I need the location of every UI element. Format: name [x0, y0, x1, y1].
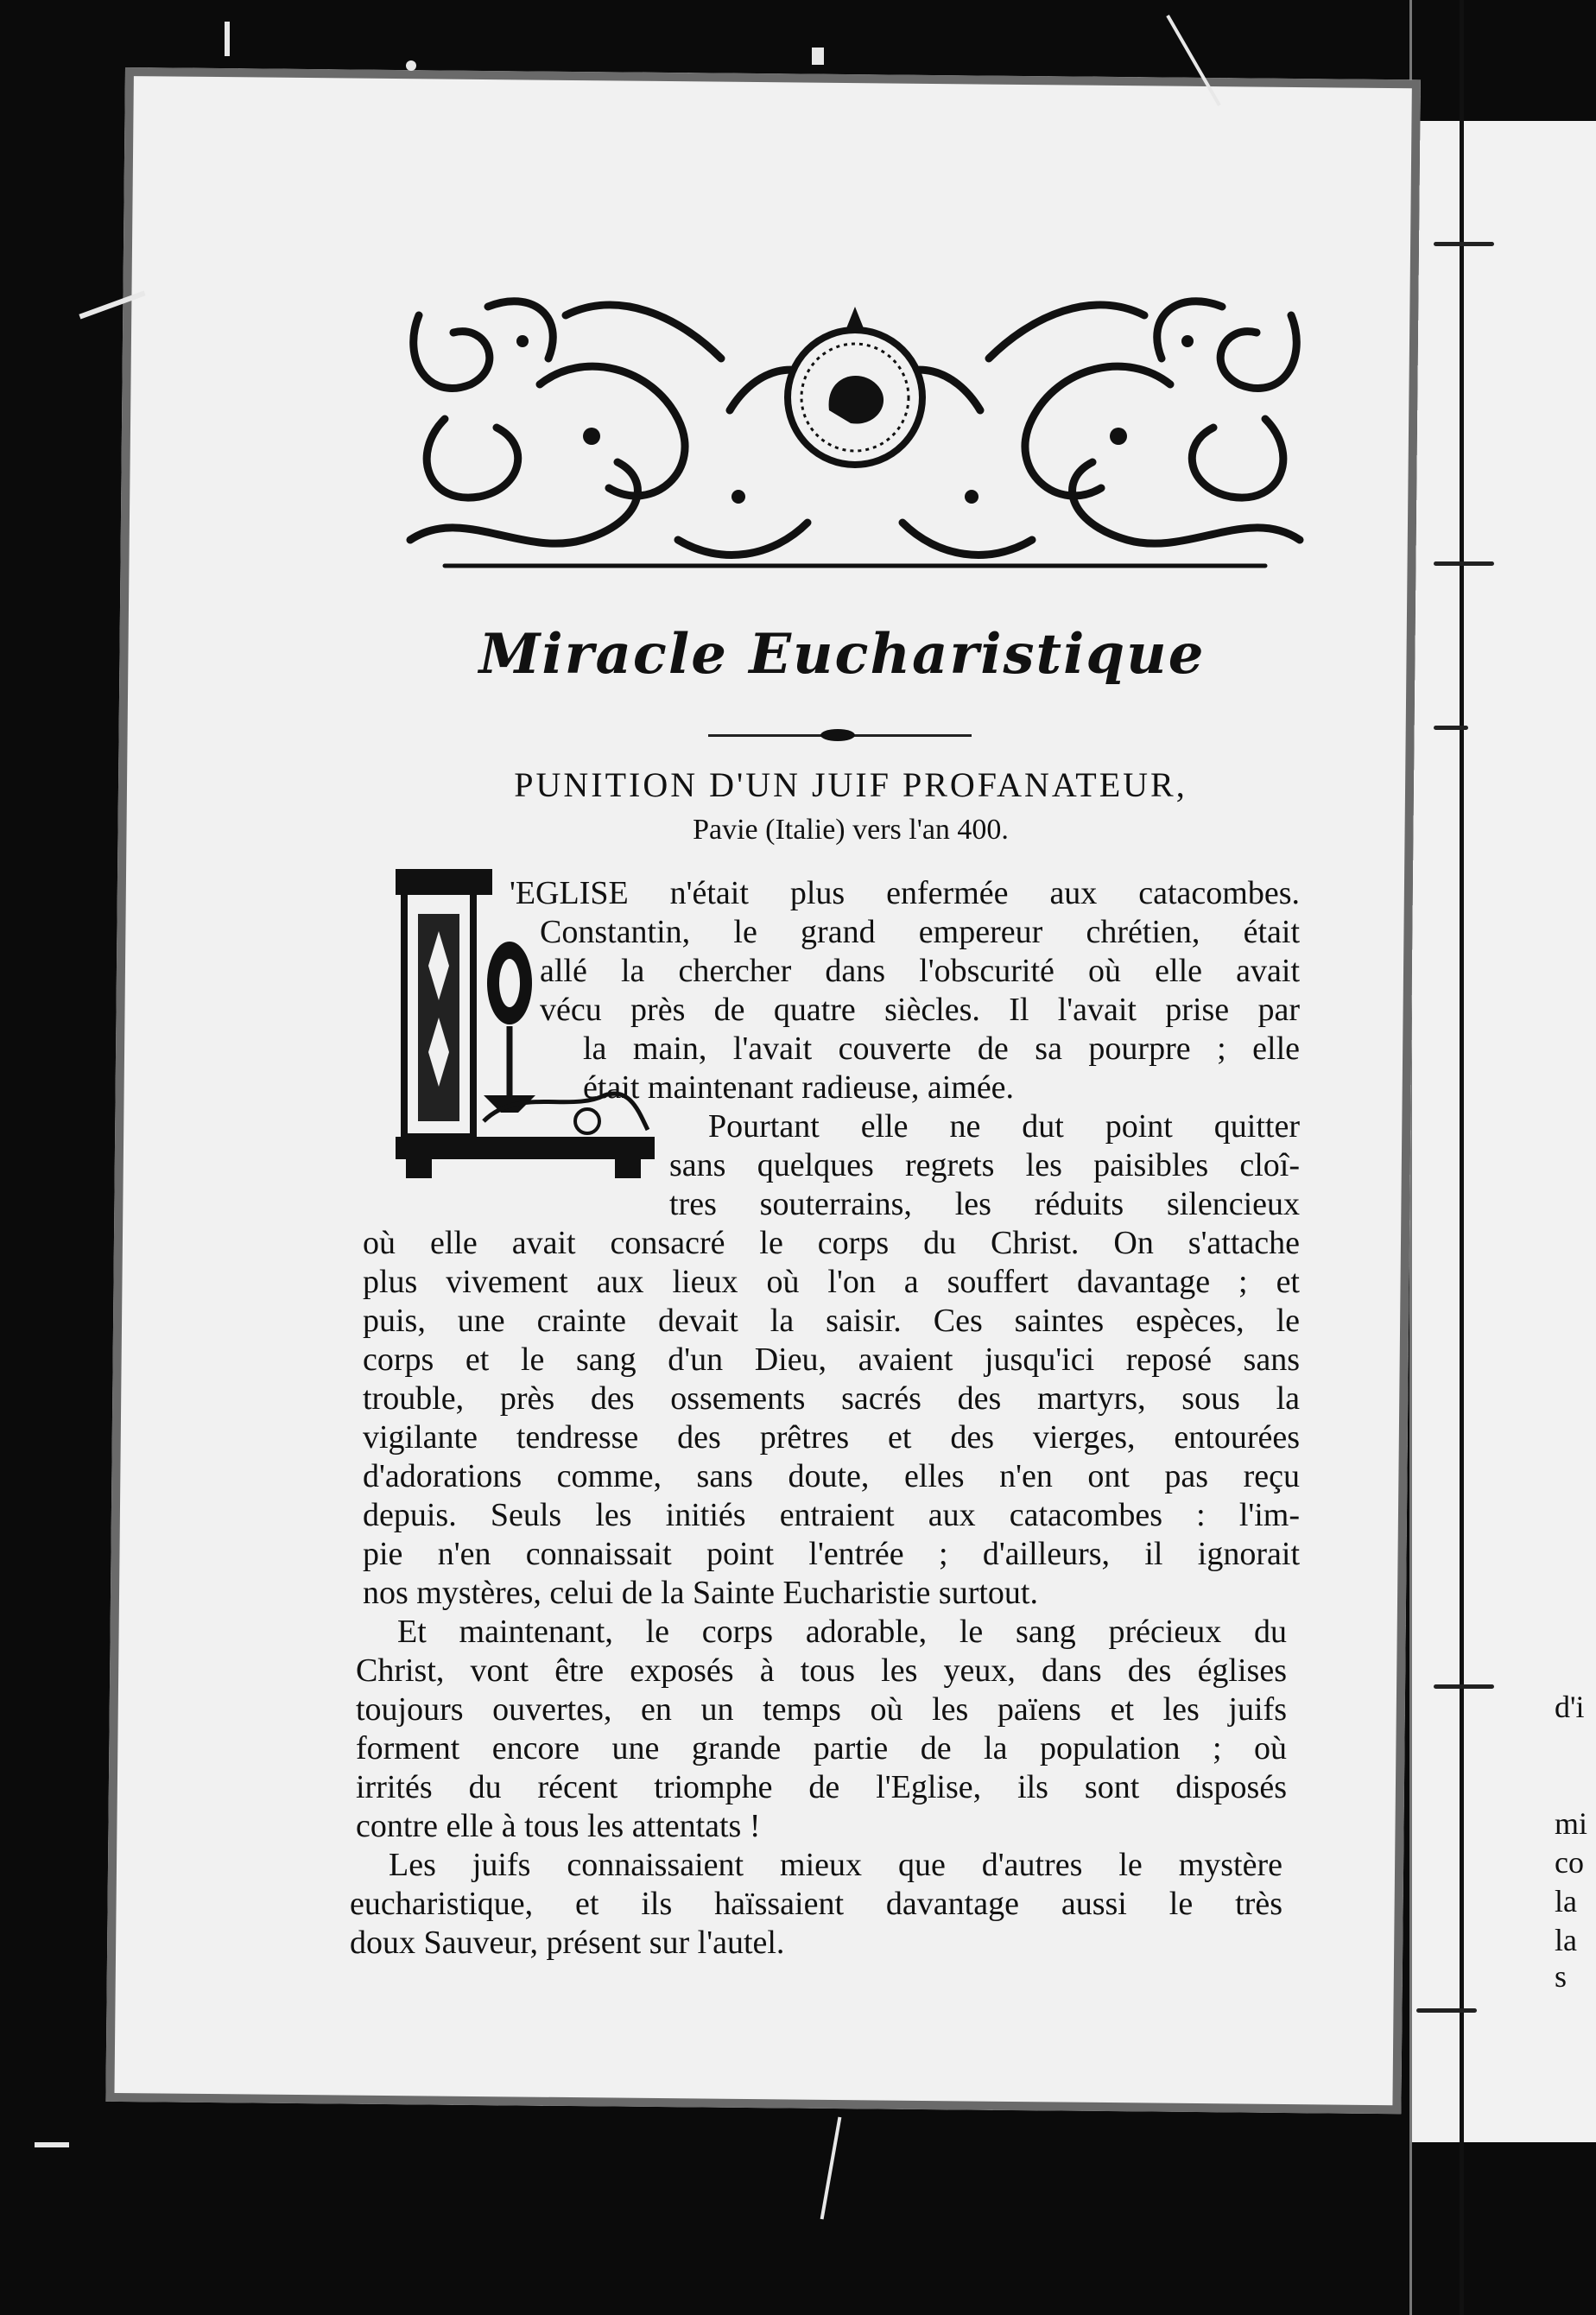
text-line: tres souterrains, les réduits silencieux [669, 1186, 1300, 1222]
title-divider [708, 734, 972, 737]
paragraph-4-first-line [389, 1846, 1282, 1885]
text-line: Pourtant elle ne dut point quitter [708, 1108, 1300, 1145]
paragraph-1-lines-a [510, 874, 1300, 913]
facing-page-fragment: la [1555, 1884, 1577, 1919]
text-line: doux Sauveur, présent sur l'autel. [350, 1925, 785, 1961]
text-line: eucharistique, et ils haïssaient davantage aussi le très [350, 1886, 1282, 1922]
paragraph-2-indented [669, 1146, 1300, 1224]
binding-stitch [1434, 726, 1468, 730]
scan-dust [820, 2117, 842, 2220]
text-line: nos mystères, celui de la Sainte Eucharistie surtout. [363, 1575, 1038, 1611]
facing-page-fragment: d'i [1555, 1690, 1585, 1724]
text-line: vécu près de quatre siècles. Il l'avait prise par [540, 992, 1300, 1028]
text-line: contre elle à tous les attentats ! [356, 1808, 761, 1844]
text-line: pie n'en connaissait point l'entrée ; d'ailleurs, il ignorait [363, 1536, 1300, 1572]
scan-dust [225, 22, 230, 56]
text-line: d'adorations comme, sans doute, elles n'en ont pas reçu [363, 1458, 1300, 1494]
text-line: trouble, près des ossements sacrés des martyrs, sous la [363, 1380, 1300, 1417]
text-line: irrités du récent triomphe de l'Eglise, ils sont disposés [356, 1769, 1287, 1805]
location-date: Pavie (Italie) vers l'an 400. [693, 814, 1009, 846]
text-line: corps et le sang d'un Dieu, avaient jusqu'ici reposé sans [363, 1341, 1300, 1378]
scan-dust [35, 2142, 69, 2147]
text-line: Et maintenant, le corps adorable, le sang précieux du [397, 1614, 1287, 1650]
paragraph-2-body [363, 1224, 1300, 1613]
text-line: puis, une crainte devait la saisir. Ces saintes espèces, le [363, 1303, 1300, 1339]
facing-page-fragment: co [1555, 1845, 1584, 1880]
paragraph-3-body [356, 1652, 1287, 1846]
text-line: Constantin, le grand empereur chrétien, était [540, 914, 1300, 950]
binding-stitch [1434, 1684, 1494, 1689]
text-line: était maintenant radieuse, aimée. [583, 1069, 1015, 1106]
scan-dust [406, 60, 416, 71]
text-line: plus vivement aux lieux où l'on a souffert davantage ; et [363, 1264, 1300, 1300]
paragraph-2-first-line [708, 1107, 1300, 1146]
binding-stitch [1434, 242, 1494, 246]
scan-dust [812, 48, 824, 65]
text-line: allé la chercher dans l'obscurité où elle avait [540, 953, 1300, 989]
binding-stitch [1434, 561, 1494, 566]
text-line: la main, l'avait couverte de sa pourpre ; elle [583, 1031, 1300, 1067]
text-line: Les juifs connaissaient mieux que d'autres le mystère [389, 1847, 1282, 1883]
section-subtitle: PUNITION D'UN JUIF PROFANATEUR, [514, 765, 1188, 804]
text-line: vigilante tendresse des prêtres et des vierges, entourées [363, 1419, 1300, 1456]
text-line: toujours ouvertes, en un temps où les païens et les juifs [356, 1691, 1287, 1728]
paragraph-3-first-line [397, 1613, 1287, 1652]
binding-stitch [1416, 2008, 1477, 2013]
text-line: depuis. Seuls les initiés entraient aux catacombes : l'im- [363, 1497, 1300, 1533]
text-line: où elle avait consacré le corps du Christ. On s'attache [363, 1225, 1300, 1261]
facing-page-fragment: la s [1555, 1923, 1577, 1994]
text-line: 'EGLISE n'était plus enfermée aux catacombes. [510, 875, 1300, 911]
page-title: Miracle Eucharistique [478, 622, 1206, 687]
paragraph-1-lines-c [583, 1030, 1300, 1107]
paragraph-4-body [350, 1885, 1282, 1963]
binding-spine [1460, 0, 1464, 2315]
text-line: Christ, vont être exposés à tous les yeux, dans des églises [356, 1652, 1287, 1689]
facing-page-fragment: mi [1555, 1806, 1588, 1841]
paragraph-1-lines-b [540, 913, 1300, 1030]
ornament-headpiece-icon [393, 281, 1317, 583]
text-line: forment encore une grande partie de la population ; où [356, 1730, 1287, 1766]
text-line: sans quelques regrets les paisibles cloî- [669, 1147, 1300, 1183]
